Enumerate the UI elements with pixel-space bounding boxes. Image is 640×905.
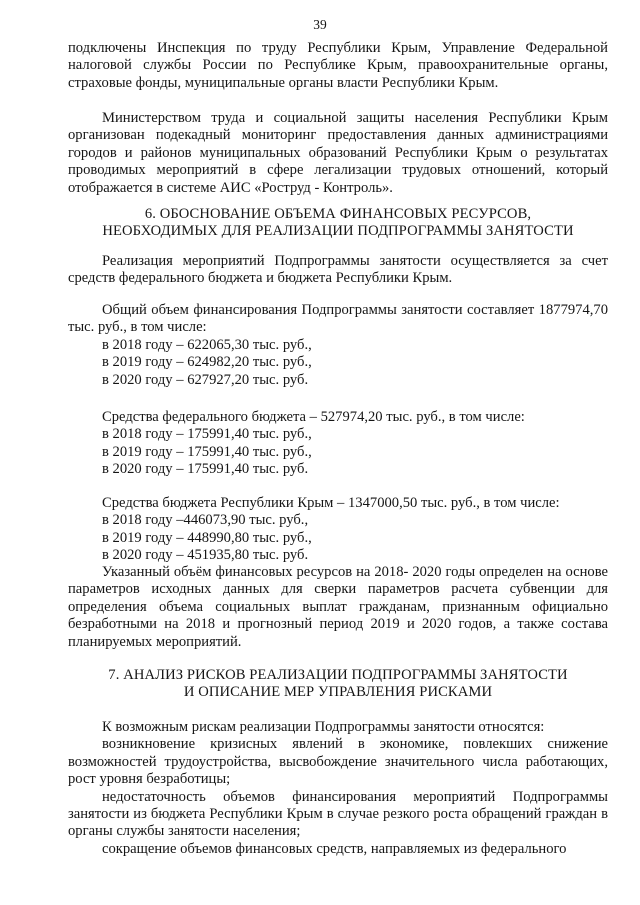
total-funding-text: Общий объем финансирования Подпрограммы занятости составляет 1877974,70 тыс. руб., в том числе:: [68, 302, 608, 336]
section7-title-line1: 7. АНАЛИЗ РИСКОВ РЕАЛИЗАЦИИ ПОДПРОГРАММЫ ЗАНЯТОСТИ: [108, 667, 568, 683]
risks-list: [68, 719, 608, 858]
risk-item-crisis: возникновение кризисных явлений в экономике, повлекших снижение возможностей трудоустройства, высвобождение значительного числа работающих, рост уровня безработицы;: [68, 736, 608, 788]
regional-2019: в 2019 году – 448990,80 тыс. руб.,: [102, 529, 312, 546]
section6-paragraph1: [68, 253, 608, 288]
intro-paragraph: [68, 40, 608, 92]
section7-title-line2: И ОПИСАНИЕ МЕР УПРАВЛЕНИЯ РИСКАМИ: [183, 684, 493, 701]
risk-item-underfunding: недостаточность объемов финансирования мероприятий Подпрограммы занятости из бюджета Республики Крым в случае резкого роста обращений граждан в органы службы занятости населения;: [68, 788, 608, 840]
section7-heading: [68, 667, 608, 702]
total-2018: в 2018 году – 622065,30 тыс. руб.,: [102, 336, 312, 353]
total-2019: в 2019 году – 624982,20 тыс. руб.,: [102, 354, 312, 371]
section6-title-line2: НЕОБХОДИМЫХ ДЛЯ РЕАЛИЗАЦИИ ПОДПРОГРАММЫ ЗАНЯТОСТИ: [102, 223, 574, 240]
federal-2020: в 2020 году – 175991,40 тыс. руб.: [102, 461, 309, 478]
section6-title-line1: 6. ОБОСНОВАНИЕ ОБЪЕМА ФИНАНСОВЫХ РЕСУРСОВ,: [144, 206, 532, 222]
basis-paragraph: [68, 564, 608, 651]
federal-2019: в 2019 году – 175991,40 тыс. руб.,: [102, 443, 312, 460]
federal-2018: в 2018 году – 175991,40 тыс. руб.,: [102, 426, 312, 443]
federal-funding-text: Средства федерального бюджета – 527974,20 тыс. руб., в том числе:: [102, 409, 525, 425]
section6-heading: [68, 206, 608, 241]
regional-2018: в 2018 году –446073,90 тыс. руб.,: [102, 512, 309, 529]
section6-p1-text: Реализация мероприятий Подпрограммы занятости осуществляется за счет средств федерального бюджета и бюджета Республики Крым.: [68, 253, 608, 287]
monitoring-paragraph: [68, 110, 608, 197]
regional-2020: в 2020 году – 451935,80 тыс. руб.: [102, 547, 309, 564]
total-funding-block: [68, 302, 608, 389]
regional-funding-block: [68, 495, 608, 565]
page-number: 39: [313, 17, 327, 32]
total-2020: в 2020 году – 627927,20 тыс. руб.: [102, 371, 309, 388]
basis-text: Указанный объём финансовых ресурсов на 2018- 2020 годы определен на основе параметров исходных данных для сверки параметров расчета субвенции для определения объема социальных выплат гражданам, признанным официально безработными на 2018 и прогнозный период 2019 и 2020 годов, а также состава планируемых мероприятий.: [68, 564, 608, 650]
regional-funding-text: Средства бюджета Республики Крым – 1347000,50 тыс. руб., в том числе:: [102, 495, 560, 511]
risks-intro: К возможным рискам реализации Подпрограммы занятости относятся:: [102, 719, 545, 735]
monitoring-text: Министерством труда и социальной защиты населения Республики Крым организован подекадный мониторинг предоставления данных администрациями городов и районов муниципальных образований Республики Крым о результатах проводимых мероприятий в сфере легализации трудовых отношений, который отображается в системе АИС «Роструд - Контроль».: [68, 110, 608, 196]
risk-item-reduction: сокращение объемов финансовых средств, направляемых из федерального: [102, 840, 567, 857]
intro-text: подключены Инспекция по труду Республики Крым, Управление Федеральной налоговой службы России по Республике Крым, правоохранительные органы, страховые фонды, муниципальные органы власти Республики Крым.: [68, 40, 608, 91]
federal-funding-block: [68, 409, 608, 479]
